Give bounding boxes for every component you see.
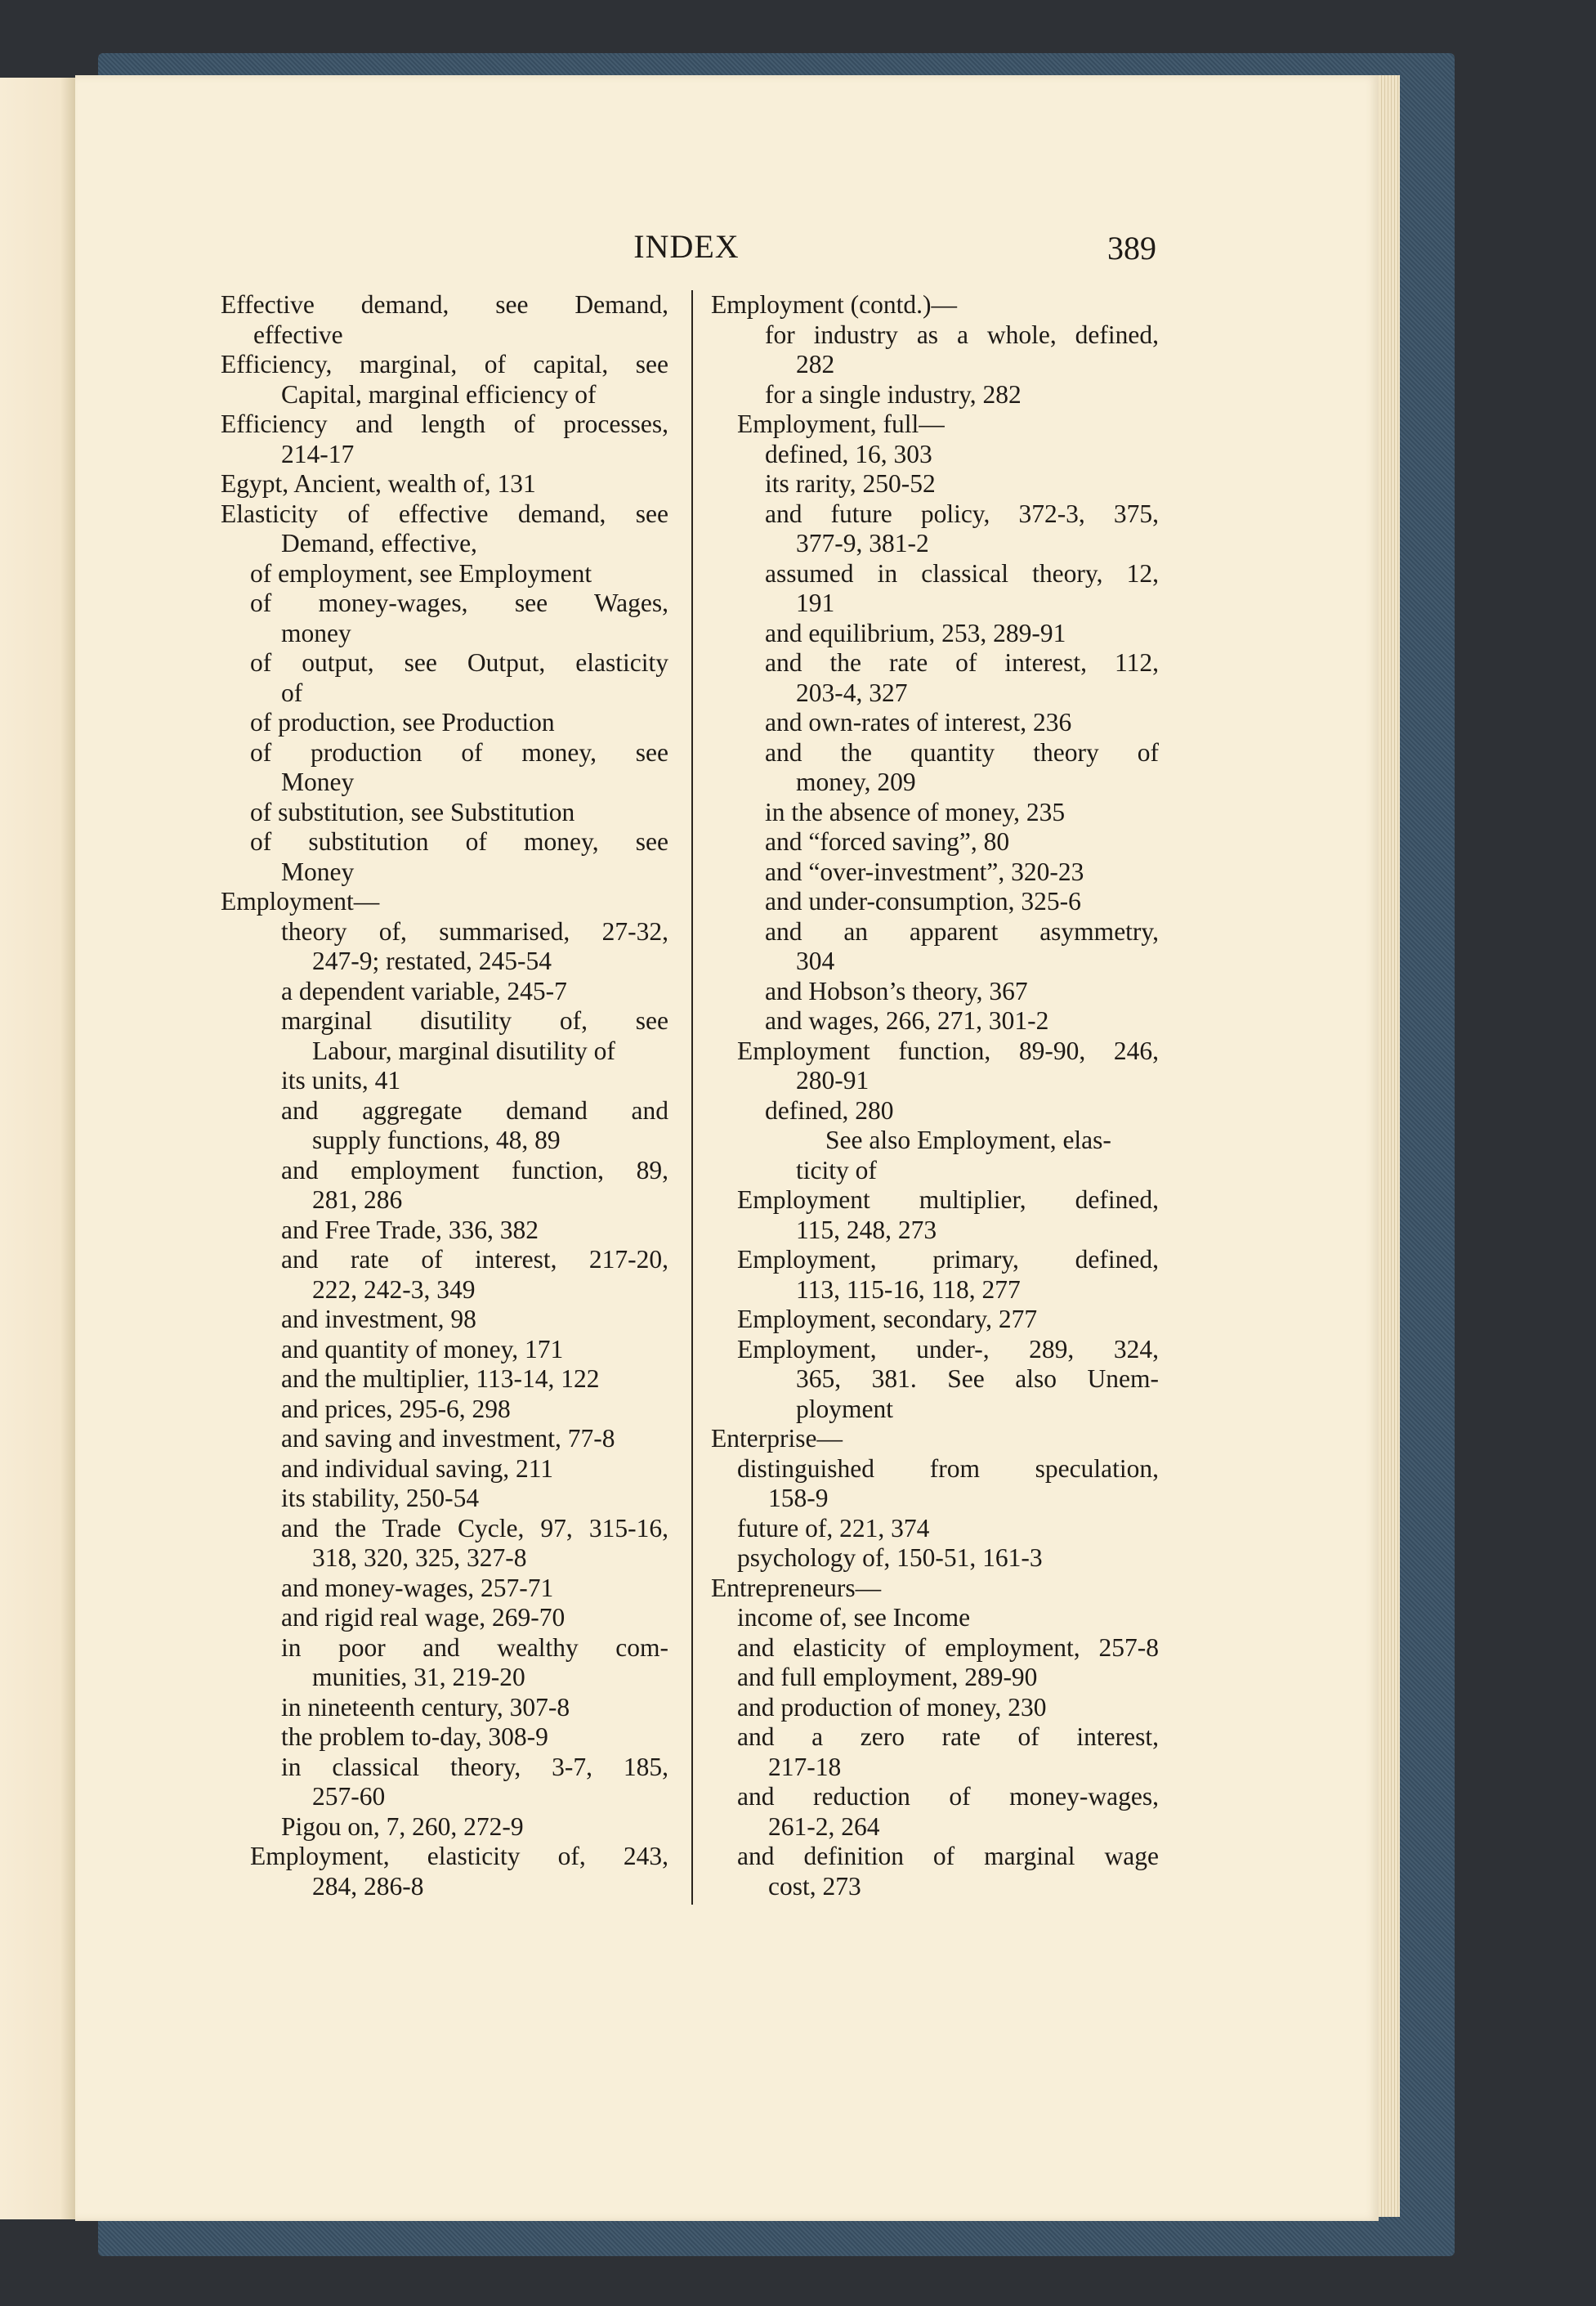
index-line: 281, 286 bbox=[312, 1185, 403, 1214]
index-line: theory of, summarised, 27-32, bbox=[281, 916, 668, 946]
index-line: and full employment, 289-90 bbox=[737, 1663, 1038, 1691]
index-line: its units, 41 bbox=[281, 1066, 401, 1095]
index-line: in poor and wealthy com- bbox=[281, 1632, 668, 1662]
index-line: Capital, marginal efficiency of bbox=[281, 379, 597, 409]
index-line: 217-18 bbox=[768, 1752, 842, 1781]
index-line: defined, 16, 303 bbox=[765, 439, 932, 468]
page-title: INDEX bbox=[633, 228, 740, 265]
index-line: Employment (contd.)— bbox=[711, 290, 957, 319]
index-line: effective bbox=[253, 320, 343, 349]
index-line: 261-2, 264 bbox=[768, 1811, 880, 1841]
index-line: munities, 31, 219-20 bbox=[312, 1663, 525, 1691]
index-line: and Free Trade, 336, 382 bbox=[281, 1215, 539, 1244]
index-line: supply functions, 48, 89 bbox=[312, 1126, 561, 1154]
index-line: its rarity, 250-52 bbox=[765, 469, 936, 498]
index-line: and investment, 98 bbox=[281, 1305, 476, 1333]
index-line: Employment function, 89-90, 246, bbox=[737, 1036, 1159, 1065]
index-line: marginal disutility of, see bbox=[281, 1006, 668, 1035]
index-line: 257-60 bbox=[312, 1782, 386, 1811]
index-line: defined, 280 bbox=[765, 1095, 894, 1125]
index-line: and a zero rate of interest, bbox=[737, 1722, 1159, 1751]
column-divider bbox=[691, 290, 693, 1905]
index-line: for a single industry, 282 bbox=[765, 379, 1022, 409]
index-line: a dependent variable, 245-7 bbox=[281, 976, 567, 1005]
index-line: Demand, effective, bbox=[281, 529, 477, 557]
index-line: and rigid real wage, 269-70 bbox=[281, 1603, 566, 1632]
index-line: Employment, elasticity of, 243, bbox=[250, 1842, 668, 1870]
index-line: Employment, full— bbox=[737, 410, 945, 438]
index-line: Enterprise— bbox=[711, 1424, 843, 1453]
facing-page-edge bbox=[0, 78, 75, 2219]
index-line: 158-9 bbox=[768, 1484, 829, 1512]
index-line: ticity of bbox=[796, 1155, 877, 1184]
index-line: psychology of, 150-51, 161-3 bbox=[737, 1543, 1043, 1572]
index-line: 284, 286-8 bbox=[312, 1871, 424, 1901]
index-line: and own-rates of interest, 236 bbox=[765, 708, 1072, 737]
index-line: 280-91 bbox=[796, 1066, 870, 1095]
index-line: and future policy, 372-3, 375, bbox=[765, 499, 1159, 528]
index-line: and “over-investment”, 320-23 bbox=[765, 857, 1084, 886]
index-line: of output, see Output, elasticity bbox=[250, 648, 668, 677]
index-line: 113, 115-16, 118, 277 bbox=[796, 1274, 1021, 1304]
index-line: in nineteenth century, 307-8 bbox=[281, 1692, 570, 1722]
index-line: 304 bbox=[796, 947, 835, 975]
index-line: and equilibrium, 253, 289-91 bbox=[765, 618, 1066, 647]
index-line: 115, 248, 273 bbox=[796, 1215, 937, 1244]
index-line: Pigou on, 7, 260, 272-9 bbox=[281, 1811, 524, 1841]
index-line: money bbox=[281, 618, 351, 647]
index-line: the problem to-day, 308-9 bbox=[281, 1722, 548, 1751]
index-line: and an apparent asymmetry, bbox=[765, 916, 1159, 946]
page-edges bbox=[1379, 75, 1400, 2217]
index-line: 377-9, 381-2 bbox=[796, 529, 929, 557]
index-line: Egypt, Ancient, wealth of, 131 bbox=[221, 469, 536, 498]
index-line: and employment function, 89, bbox=[281, 1155, 668, 1184]
index-line: and elasticity of employment, 257-8 bbox=[737, 1632, 1159, 1662]
index-line: 282 bbox=[796, 350, 835, 378]
index-line: of production, see Production bbox=[250, 708, 555, 737]
index-line: 214-17 bbox=[281, 439, 355, 468]
index-line: and Hobson’s theory, 367 bbox=[765, 976, 1028, 1005]
index-line: money, 209 bbox=[796, 768, 916, 796]
index-line: distinguished from speculation, bbox=[737, 1453, 1159, 1483]
index-line: and the rate of interest, 112, bbox=[765, 648, 1159, 677]
index-line: and the Trade Cycle, 97, 315-16, bbox=[281, 1513, 668, 1543]
index-line: and prices, 295-6, 298 bbox=[281, 1394, 511, 1423]
page-number: 389 bbox=[1107, 230, 1156, 266]
index-line: and reduction of money-wages, bbox=[737, 1782, 1159, 1811]
index-line: ployment bbox=[796, 1394, 893, 1423]
index-line: of production of money, see bbox=[250, 737, 668, 767]
index-line: and production of money, 230 bbox=[737, 1692, 1047, 1722]
index-line: and individual saving, 211 bbox=[281, 1453, 554, 1483]
index-line: 365, 381. See also Unem- bbox=[796, 1364, 1159, 1393]
index-line: in the absence of money, 235 bbox=[765, 797, 1066, 826]
index-line: its stability, 250-54 bbox=[281, 1484, 480, 1512]
index-line: and the quantity theory of bbox=[765, 737, 1159, 767]
index-line: and aggregate demand and bbox=[281, 1095, 668, 1125]
index-line: 222, 242-3, 349 bbox=[312, 1274, 476, 1304]
index-line: Entrepreneurs— bbox=[711, 1573, 882, 1602]
index-line: of money-wages, see Wages, bbox=[250, 589, 668, 617]
index-line: Employment, under-, 289, 324, bbox=[737, 1334, 1159, 1363]
index-line: Efficiency, marginal, of capital, see bbox=[221, 350, 668, 378]
index-line: Money bbox=[281, 768, 355, 796]
index-line: and wages, 266, 271, 301-2 bbox=[765, 1006, 1049, 1035]
index-line: See also Employment, elas- bbox=[825, 1126, 1111, 1154]
index-line: of bbox=[281, 678, 303, 707]
index-line: in classical theory, 3-7, 185, bbox=[281, 1752, 668, 1781]
index-line: Employment, secondary, 277 bbox=[737, 1305, 1038, 1333]
index-line: Elasticity of effective demand, see bbox=[221, 499, 668, 528]
index-line: Employment, primary, defined, bbox=[737, 1245, 1159, 1274]
index-line: assumed in classical theory, 12, bbox=[765, 558, 1159, 588]
index-line: and the multiplier, 113-14, 122 bbox=[281, 1364, 600, 1393]
index-line: Labour, marginal disutility of bbox=[312, 1036, 615, 1065]
index-line: and “forced saving”, 80 bbox=[765, 827, 1010, 856]
index-line: 247-9; restated, 245-54 bbox=[312, 947, 552, 975]
index-line: future of, 221, 374 bbox=[737, 1513, 930, 1543]
index-line: for industry as a whole, defined, bbox=[765, 320, 1159, 349]
index-line: Money bbox=[281, 857, 355, 886]
index-line: of employment, see Employment bbox=[250, 558, 592, 588]
index-line: Effective demand, see Demand, bbox=[221, 290, 668, 319]
index-line: Efficiency and length of processes, bbox=[221, 410, 668, 438]
index-line: 191 bbox=[796, 589, 835, 617]
index-line: and money-wages, 257-71 bbox=[281, 1573, 554, 1602]
index-line: Employment multiplier, defined, bbox=[737, 1185, 1159, 1214]
index-line: and quantity of money, 171 bbox=[281, 1334, 564, 1363]
index-line: and rate of interest, 217-20, bbox=[281, 1245, 668, 1274]
index-line: and definition of marginal wage bbox=[737, 1842, 1159, 1870]
index-line: cost, 273 bbox=[768, 1871, 861, 1901]
index-line: 203-4, 327 bbox=[796, 678, 908, 707]
index-line: of substitution, see Substitution bbox=[250, 797, 575, 826]
index-line: of substitution of money, see bbox=[250, 827, 668, 856]
index-line: income of, see Income bbox=[737, 1603, 971, 1632]
index-line: Employment— bbox=[221, 887, 380, 916]
index-line: and saving and investment, 77-8 bbox=[281, 1424, 615, 1453]
index-line: and under-consumption, 325-6 bbox=[765, 887, 1081, 916]
index-line: 318, 320, 325, 327-8 bbox=[312, 1543, 527, 1572]
book-page bbox=[75, 75, 1379, 2221]
